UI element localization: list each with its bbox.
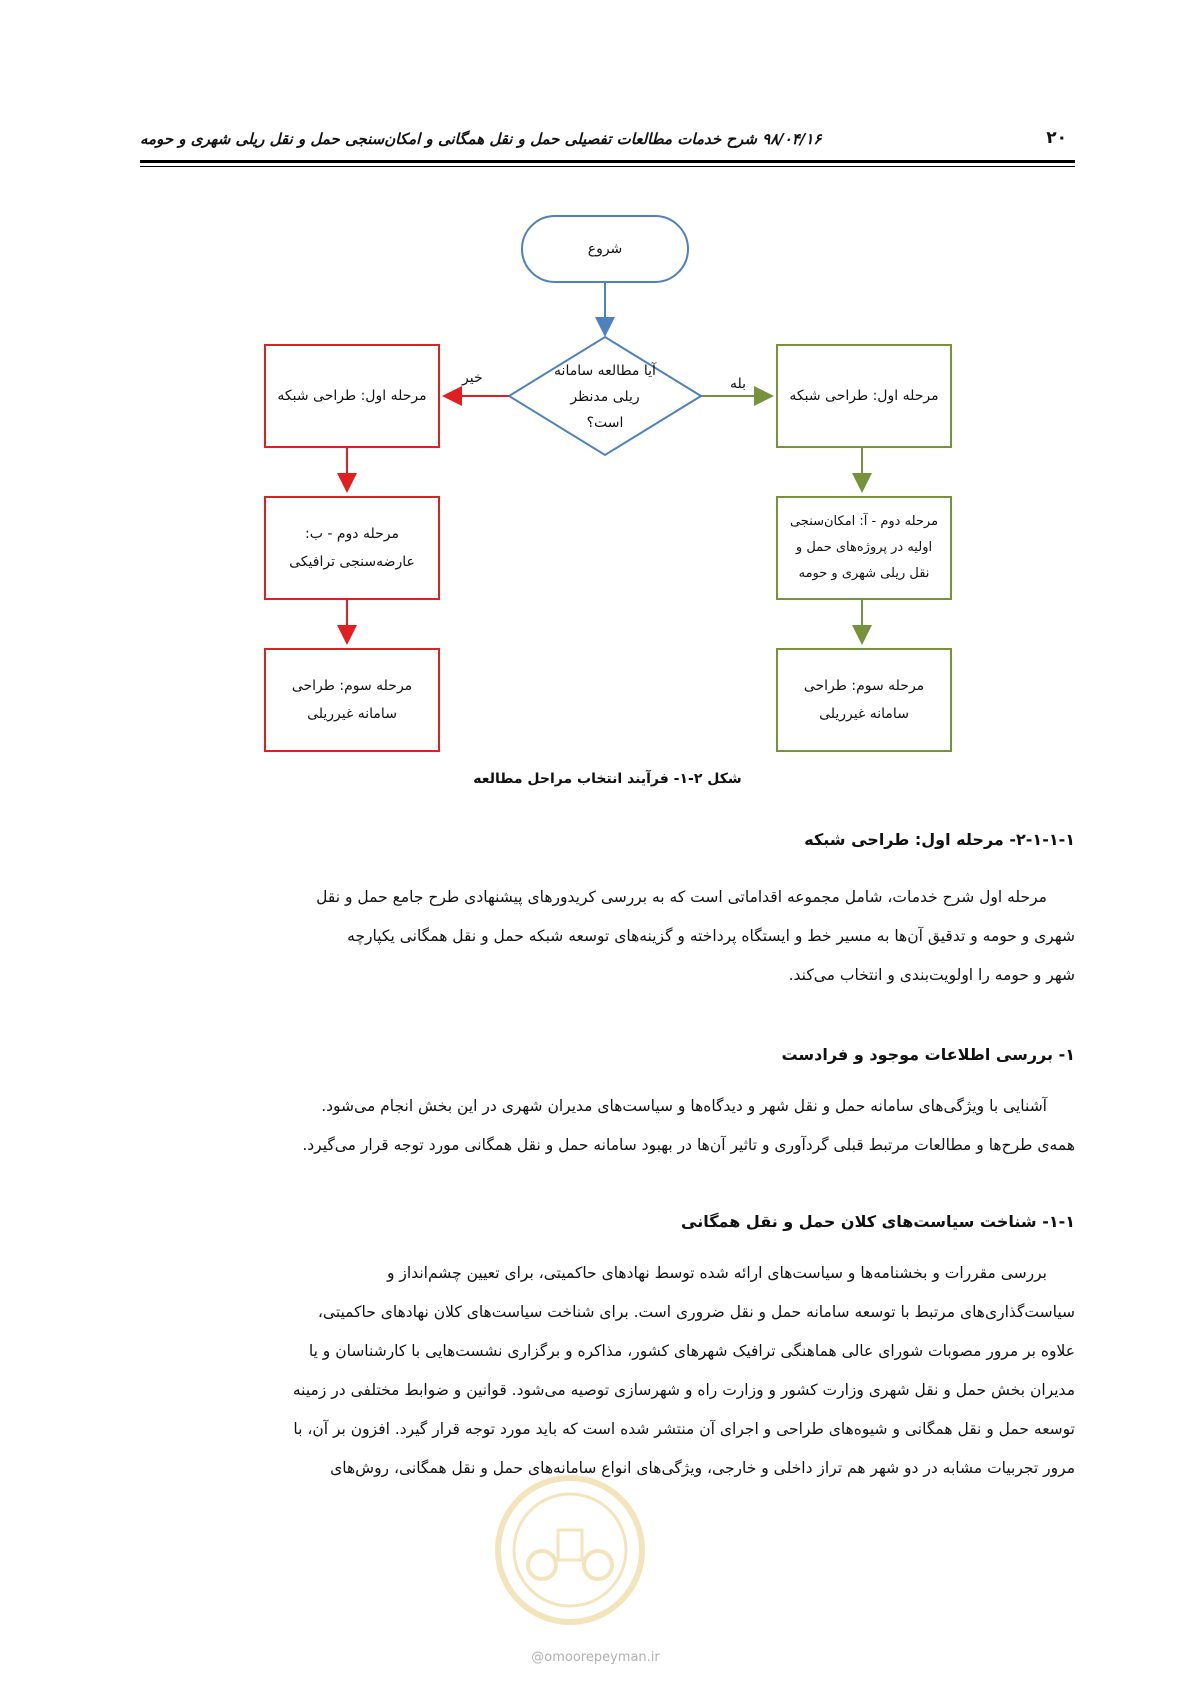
footer-site: @omoorepeyman.ir	[531, 1650, 660, 1665]
para-line: آشنایی با ویژگی‌های سامانه حمل و نقل شهر و دیدگاه‌ها و سیاست‌های مدیران شهری در این بخش انجام می‌شود.	[321, 1097, 1047, 1115]
para-line: شهر و حومه را اولویت‌بندی و انتخاب می‌کند.	[788, 966, 1075, 984]
box-line: مرحله دوم - ب:	[305, 526, 399, 542]
no-label: خیر	[462, 370, 483, 386]
para-line: علاوه بر مرور مصوبات شورای عالی هماهنگی ترافیک شهرهای کشور، مذاکره و برگزاری نشست‌هایی با کارشناسان و یا	[308, 1342, 1075, 1360]
section-heading: ۲-۱-۱-۱- مرحله اول: طراحی شبکه	[804, 830, 1075, 849]
para-line: بررسی مقررات و بخشنامه‌ها و سیاست‌های ارائه شده توسط نهادهای حاکمیتی، برای تعیین چشم‌انداز و	[387, 1264, 1047, 1282]
decision-line: ریلی مدنظر	[570, 389, 640, 405]
yes-step3-box	[776, 648, 952, 752]
para-line: همه‌ی طرح‌ها و مطالعات مرتبط قبلی گردآوری و تاثیر آن‌ها در بهبود سامانه حمل و نقل همگانی مورد توجه قرار می‌گیرد.	[302, 1136, 1075, 1154]
para-line: سیاست‌گذاری‌های مرتبط با توسعه سامانه حمل و نقل ضروری است. برای شناخت سیاست‌های کلان نهادهای حاکمیتی،	[317, 1303, 1075, 1321]
box-line: مرحله سوم: طراحی	[291, 678, 413, 694]
box-line: مرحله اول: طراحی شبکه	[789, 388, 939, 404]
header-title: ۹۸/۰۴/۱۶ شرح خدمات مطالعات تفصیلی حمل و نقل همگانی و امکان‌سنجی حمل و نقل ریلی شهری و حومه	[140, 130, 822, 148]
section-heading: ۱- بررسی اطلاعات موجود و فرادست	[781, 1045, 1075, 1064]
yes-step1-box	[776, 344, 952, 448]
start-node	[521, 215, 689, 283]
flowchart	[0, 0, 1191, 790]
start-label: شروع	[587, 241, 623, 257]
watermark-seal	[470, 1470, 670, 1634]
no-step3-box	[264, 648, 440, 752]
para-line: توسعه حمل و نقل همگانی و شیوه‌های طراحی و اجرای آن منتشر شده است که باید مورد توجه قرار گیرد. افزون بر آن، با	[293, 1420, 1075, 1438]
box-line: سامانه غیرریلی	[819, 706, 909, 722]
no-step2-box	[264, 496, 440, 600]
para-line: مرور تجربیات مشابه در دو شهر هم تراز داخلی و خارجی، ویژگی‌های انواع سامانه‌های حمل و نقل همگانی، روش‌های	[330, 1459, 1075, 1477]
page-number: ۲۰	[1046, 128, 1067, 148]
para-line: مرحله اول شرح خدمات، شامل مجموعه اقداماتی است که به بررسی کریدورهای پیشنهادی طرح جامع حمل و نقل	[316, 888, 1047, 906]
box-line: نقل ریلی شهری و حومه	[798, 566, 930, 581]
no-step1-box	[264, 344, 440, 448]
yes-label: بله	[730, 376, 747, 392]
section-paragraph	[140, 1087, 1075, 1165]
box-line: مرحله اول: طراحی شبکه	[277, 388, 427, 404]
decision-text	[535, 358, 675, 436]
box-line: عارضه‌سنجی ترافیکی	[289, 554, 415, 570]
box-line: مرحله سوم: طراحی	[803, 678, 925, 694]
para-line: شهری و حومه و تدقیق آن‌ها به مسیر خط و ایستگاه پرداخته و گزینه‌های توسعه شبکه حمل و نقل همگانی یکپارچه	[347, 927, 1075, 945]
section-paragraph	[140, 878, 1075, 995]
yes-step2-box	[776, 496, 952, 600]
section-heading: ۱-۱- شناخت سیاست‌های کلان حمل و نقل همگانی	[681, 1212, 1075, 1231]
box-line: سامانه غیرریلی	[307, 706, 397, 722]
decision-line: است؟	[586, 415, 624, 431]
section-paragraph	[140, 1254, 1075, 1488]
para-line: مدیران بخش حمل و نقل شهری وزارت کشور و وزارت راه و شهرسازی توصیه می‌شود. قوانین و ضوابط مختلفی در زمینه	[292, 1381, 1075, 1399]
box-line: مرحله دوم - آ: امکان‌سنجی	[789, 514, 939, 529]
box-line: اولیه در پروژه‌های حمل و	[795, 540, 933, 555]
figure-caption: شکل ۲-۱- فرآیند انتخاب مراحل مطالعه	[473, 771, 742, 787]
decision-line: آیا مطالعه سامانه	[554, 363, 656, 379]
